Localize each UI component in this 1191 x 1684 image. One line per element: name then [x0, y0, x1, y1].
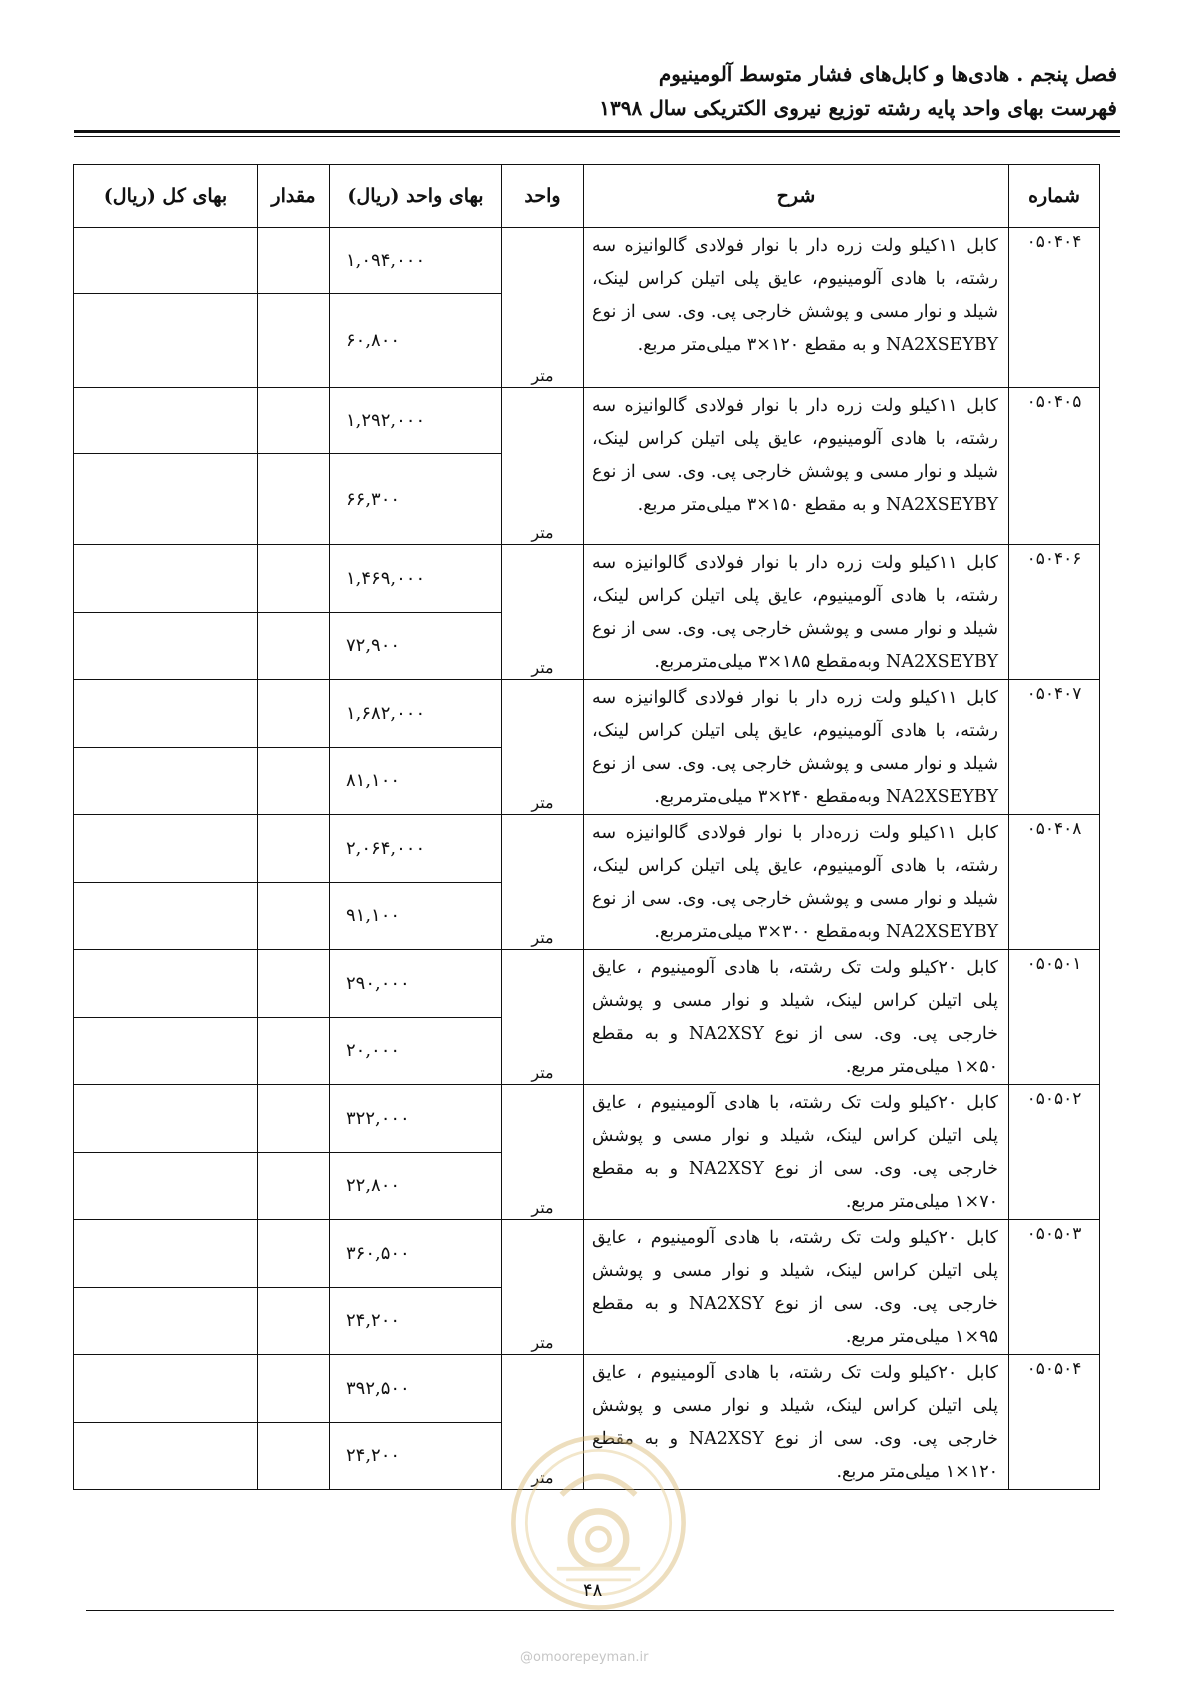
table-row	[74, 228, 1100, 294]
unit-price-primary: ۱,۰۹۴,۰۰۰	[330, 228, 502, 294]
total-price-cell	[74, 612, 258, 680]
item-description: کابل ۲۰کیلو ولت تک رشته، با هادی آلومینیوم ، عایق پلی اتیلن کراس لینک، شیلد و نوار مسی و پوشش خارجی پی. وی. سی از نوع NA2XSY و به مقطع ۹۵×۱ میلی‌متر مربع.	[584, 1220, 1009, 1355]
item-unit: متر	[502, 545, 584, 680]
item-number: ۰۵۰۵۰۳	[1009, 1220, 1100, 1355]
item-unit: متر	[502, 1355, 584, 1490]
total-price-cell	[74, 1017, 258, 1085]
item-number: ۰۵۰۵۰۴	[1009, 1355, 1100, 1490]
table-row	[74, 815, 1100, 883]
total-price-cell	[74, 228, 258, 294]
total-price-cell	[74, 1287, 258, 1355]
unit-price-secondary: ۶۶,۳۰۰	[330, 454, 502, 545]
total-price-cell	[74, 294, 258, 388]
unit-price-secondary: ۲۲,۸۰۰	[330, 1152, 502, 1220]
item-number: ۰۵۰۵۰۲	[1009, 1085, 1100, 1220]
quantity-cell	[258, 454, 330, 545]
column-header-quantity: مقدار	[258, 165, 330, 228]
column-header-description: شرح	[584, 165, 1009, 228]
item-description: کابل ۱۱کیلو ولت زره‌دار با نوار فولادی گالوانیزه سه رشته، با هادی آلومینیوم، عایق پلی اتیلن کراس لینک، شیلد و نوار مسی و پوشش خارجی پی. وی. سی از نوع NA2XSEYBY وبه‌مقطع ۳۰۰×۳ میلی‌مترمربع.	[584, 815, 1009, 950]
quantity-cell	[258, 882, 330, 950]
unit-price-secondary: ۹۱,۱۰۰	[330, 882, 502, 950]
item-number: ۰۵۰۴۰۵	[1009, 388, 1100, 545]
total-price-cell	[74, 1152, 258, 1220]
item-description: کابل ۱۱کیلو ولت زره دار با نوار فولادی گالوانیزه سه رشته، با هادی آلومینیوم، عایق پلی اتیلن کراس لینک، شیلد و نوار مسی و پوشش خارجی پی. وی. سی از نوع NA2XSEYBY وبه‌مقطع ۱۸۵×۳ میلی‌مترمربع.	[584, 545, 1009, 680]
item-description: کابل ۱۱کیلو ولت زره دار با نوار فولادی گالوانیزه سه رشته، با هادی آلومینیوم، عایق پلی اتیلن کراس لینک، شیلد و نوار مسی و پوشش خارجی پی. وی. سی از نوع NA2XSEYBY و به مقطع ۱۲۰×۳ میلی‌متر مربع.	[584, 228, 1009, 388]
quantity-cell	[258, 680, 330, 748]
total-price-cell	[74, 1220, 258, 1288]
item-unit: متر	[502, 680, 584, 815]
item-unit: متر	[502, 228, 584, 388]
unit-price-primary: ۳۶۰,۵۰۰	[330, 1220, 502, 1288]
item-number: ۰۵۰۴۰۶	[1009, 545, 1100, 680]
table-row	[74, 950, 1100, 1018]
total-price-cell	[74, 882, 258, 950]
table-row	[74, 1220, 1100, 1288]
unit-price-primary: ۲۹۰,۰۰۰	[330, 950, 502, 1018]
item-unit: متر	[502, 388, 584, 545]
unit-price-secondary: ۷۲,۹۰۰	[330, 612, 502, 680]
unit-price-primary: ۳۲۲,۰۰۰	[330, 1085, 502, 1153]
price-table	[73, 164, 1100, 1490]
unit-price-secondary: ۶۰,۸۰۰	[330, 294, 502, 388]
quantity-cell	[258, 388, 330, 454]
column-header-total-price: بهای کل (ریال)	[74, 165, 258, 228]
price-list-title: فهرست بهای واحد پایه رشته توزیع نیروی الکتریکی سال ۱۳۹۸	[599, 96, 1117, 120]
quantity-cell	[258, 1220, 330, 1288]
column-header-unit: واحد	[502, 165, 584, 228]
quantity-cell	[258, 1085, 330, 1153]
unit-price-secondary: ۲۰,۰۰۰	[330, 1017, 502, 1085]
quantity-cell	[258, 1287, 330, 1355]
header-divider-thin	[74, 136, 1120, 137]
total-price-cell	[74, 545, 258, 613]
total-price-cell	[74, 747, 258, 815]
page-number: ۴۸	[583, 1580, 603, 1601]
total-price-cell	[74, 680, 258, 748]
table-row	[74, 545, 1100, 613]
quantity-cell	[258, 1422, 330, 1490]
total-price-cell	[74, 950, 258, 1018]
quantity-cell	[258, 228, 330, 294]
total-price-cell	[74, 454, 258, 545]
item-number: ۰۵۰۵۰۱	[1009, 950, 1100, 1085]
table-row	[74, 388, 1100, 454]
page-header	[72, 56, 1117, 124]
item-description: کابل ۱۱کیلو ولت زره دار با نوار فولادی گالوانیزه سه رشته، با هادی آلومینیوم، عایق پلی اتیلن کراس لینک، شیلد و نوار مسی و پوشش خارجی پی. وی. سی از نوع NA2XSEYBY و به مقطع ۱۵۰×۳ میلی‌متر مربع.	[584, 388, 1009, 545]
item-unit: متر	[502, 815, 584, 950]
item-number: ۰۵۰۴۰۸	[1009, 815, 1100, 950]
unit-price-primary: ۱,۲۹۲,۰۰۰	[330, 388, 502, 454]
quantity-cell	[258, 545, 330, 613]
quantity-cell	[258, 747, 330, 815]
table-body	[74, 228, 1100, 1490]
total-price-cell	[74, 1355, 258, 1423]
header-divider-thick	[74, 130, 1120, 133]
item-number: ۰۵۰۴۰۷	[1009, 680, 1100, 815]
table-header-row	[74, 165, 1100, 228]
unit-price-secondary: ۸۱,۱۰۰	[330, 747, 502, 815]
item-unit: متر	[502, 1220, 584, 1355]
quantity-cell	[258, 1152, 330, 1220]
unit-price-primary: ۲,۰۶۴,۰۰۰	[330, 815, 502, 883]
chapter-title: فصل پنجم . هادی‌ها و کابل‌های فشار متوسط آلومینیوم	[658, 62, 1117, 86]
table-row	[74, 680, 1100, 748]
total-price-cell	[74, 1422, 258, 1490]
quantity-cell	[258, 294, 330, 388]
unit-price-secondary: ۲۴,۲۰۰	[330, 1287, 502, 1355]
table-row	[74, 1355, 1100, 1423]
quantity-cell	[258, 612, 330, 680]
column-header-unit-price: بهای واحد (ریال)	[330, 165, 502, 228]
quantity-cell	[258, 815, 330, 883]
item-description: کابل ۲۰کیلو ولت تک رشته، با هادی آلومینیوم ، عایق پلی اتیلن کراس لینک، شیلد و نوار مسی و پوشش خارجی پی. وی. سی از نوع NA2XSY و به مقطع ۷۰×۱ میلی‌متر مربع.	[584, 1085, 1009, 1220]
item-description: کابل ۲۰کیلو ولت تک رشته، با هادی آلومینیوم ، عایق پلی اتیلن کراس لینک، شیلد و نوار مسی و پوشش خارجی پی. وی. سی از نوع NA2XSY و به مقطع ۵۰×۱ میلی‌متر مربع.	[584, 950, 1009, 1085]
quantity-cell	[258, 950, 330, 1018]
quantity-cell	[258, 1355, 330, 1423]
item-unit: متر	[502, 950, 584, 1085]
item-number: ۰۵۰۴۰۴	[1009, 228, 1100, 388]
column-header-number: شماره	[1009, 165, 1100, 228]
unit-price-primary: ۳۹۲,۵۰۰	[330, 1355, 502, 1423]
watermark-url: @omoorepeyman.ir	[520, 1650, 649, 1665]
quantity-cell	[258, 1017, 330, 1085]
item-description: کابل ۱۱کیلو ولت زره دار با نوار فولادی گالوانیزه سه رشته، با هادی آلومینیوم، عایق پلی اتیلن کراس لینک، شیلد و نوار مسی و پوشش خارجی پی. وی. سی از نوع NA2XSEYBY وبه‌مقطع ۲۴۰×۳ میلی‌مترمربع.	[584, 680, 1009, 815]
table-row	[74, 1085, 1100, 1153]
total-price-cell	[74, 1085, 258, 1153]
total-price-cell	[74, 388, 258, 454]
footer-divider	[86, 1610, 1114, 1611]
unit-price-secondary: ۲۴,۲۰۰	[330, 1422, 502, 1490]
total-price-cell	[74, 815, 258, 883]
item-description: کابل ۲۰کیلو ولت تک رشته، با هادی آلومینیوم ، عایق پلی اتیلن کراس لینک، شیلد و نوار مسی و پوشش خارجی پی. وی. سی از نوع NA2XSY و به مقطع ۱۲۰×۱ میلی‌متر مربع.	[584, 1355, 1009, 1490]
unit-price-primary: ۱,۴۶۹,۰۰۰	[330, 545, 502, 613]
unit-price-primary: ۱,۶۸۲,۰۰۰	[330, 680, 502, 748]
item-unit: متر	[502, 1085, 584, 1220]
